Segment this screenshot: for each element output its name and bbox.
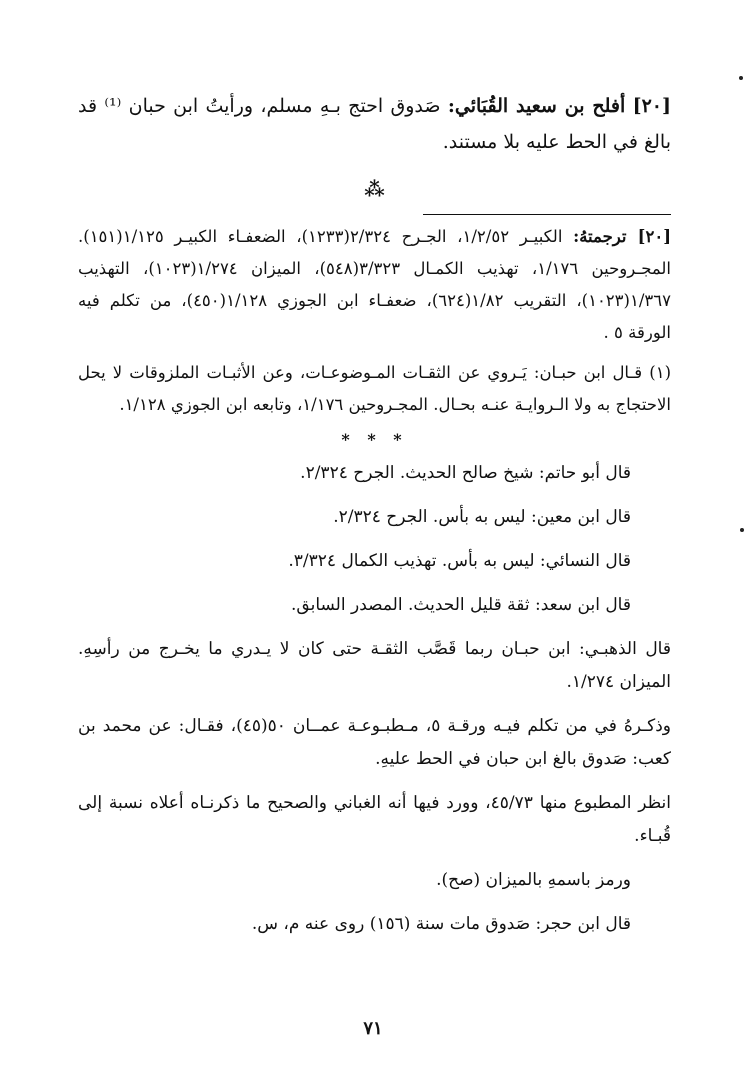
quote-item: ورمز باسمهِ بالميزان (صح). [436,870,631,890]
quote-item: وذكـرهُ في من تكلم فيـه ورقـة ٥، مـطبـوعـة عمــان ٥٠(٤٥)، فقـال: عن محمد بن كعب: صَدوق بالغ ابن حبان في الحط عليهِ. [78,716,671,769]
separator: * * * [341,430,408,449]
quotes-list [78,457,671,941]
quote-item: انظر المطبوع منها ٤٥/٧٣، وورد فيها أنه الغباني والصحيح ما ذكرنـاه أعلاه نسبة إلى قُبـاء. [78,793,671,846]
entry-number: [٢٠] [632,95,672,117]
quote-item: قال النسائي: ليس به بأس. تهذيب الكمال ٣/٣٢٤. [288,551,631,571]
page-number: ٧١ [363,1018,383,1039]
footnote-rule [423,214,671,215]
entry-text: صَدوق احتج بـهِ مسلم، ورأيتُ ابن حبان ⁽¹⁾ قد بالغ في الحط عليه بلا مستند. [78,95,671,153]
footnote-sources: الكبيـر ١/٢/٥٢، الجـرح ٢/٣٢٤(١٢٣٣)، الضعفـاء الكبيـر ١/١٢٥(١٥١). المجـروحين ١/١٧٦، تهذيب الكمـال ٣/٣٢٣(٥٤٨)، الميزان ١/٢٧٤(١٠٢٣)، التهذيب ١/٣٦٧(١٠٢٣)، التقريب ١/٨٢(٦٢٤)، ضعفـاء ابن الجوزي ١/١٢٨(٤٥٠)، من تكلم فيه الورقة ٥ . [78,227,672,342]
quote-item: قال ابن حجر: صَدوق مات سنة (١٥٦) روى عنه م، س. [251,914,631,934]
scan-speck [740,528,744,532]
footnote-translation [78,221,671,349]
footnote-label: [٢٠] ترجمتهُ: [573,227,672,246]
quote-item: قال ابن سعد: ثقة قليل الحديث. المصدر السابق. [291,595,631,615]
quote-item: قال ابن معين: ليس به بأس. الجرح ٢/٣٢٤. [333,507,631,527]
scan-speck [739,76,743,80]
entry-name: أفلح بن سعيد القُبَائي: [447,95,626,117]
quote-item: قال أبو حاتم: شيخ صالح الحديث. الجرح ٢/٣٢٤. [300,463,631,483]
document-page [78,88,671,952]
quote-item: قال الذهبـي: ابن حبـان ربما قَصَّب الثقـة حتى كان لا يـدري ما يخـرج من رأسِهِ. الميزان ١/٢٧٤. [78,639,671,692]
section-stars: ⁂ [364,177,385,201]
footnote-note: (١) قـال ابن حبـان: يَـروي عن الثقـات المـوضوعـات، وعن الأثبـات الملزوقات لا يحل الاحتجاج به ولا الـروايـة عنـه بحـال. المجـروحين ١/١٧٦، وتابعه ابن الجوزي ١/١٢٨. [78,363,671,414]
biography-entry [78,88,671,160]
